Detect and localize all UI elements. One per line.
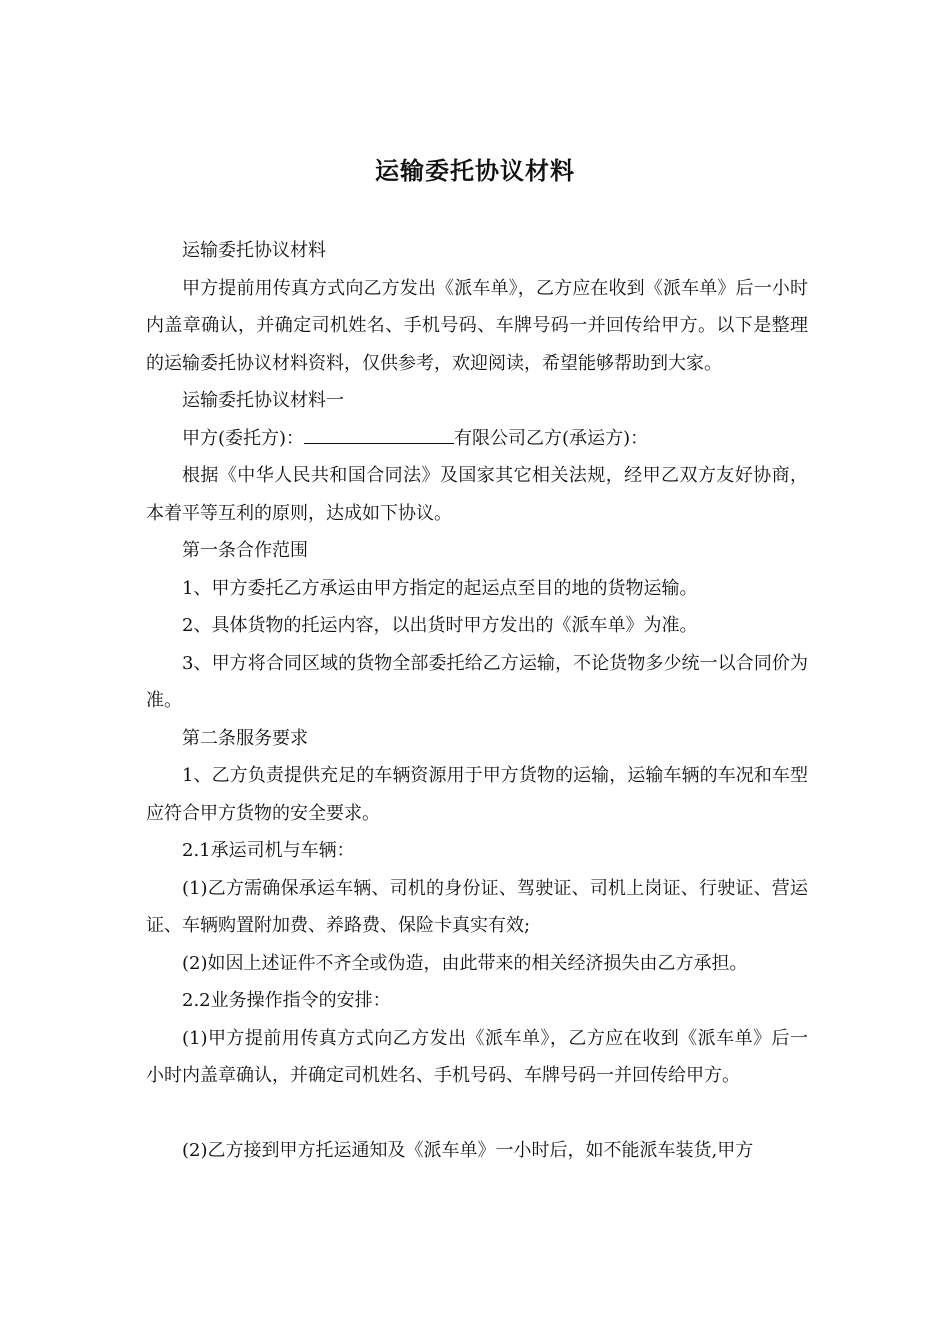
blank-underline [304,427,454,444]
paragraph: 1、甲方委托乙方承运由甲方指定的起运点至目的地的货物运输。 [182,577,698,599]
subsection-heading: 2.2业务操作指令的安排： [182,990,391,1011]
paragraph: 根据《中华人民共和国合同法》及国家其它相关法规，经甲乙双方友好协商，本着平等互利的原则，达成如下协议。 [146,465,808,524]
paragraph: (1)乙方需确保承运车辆、司机的身份证、驾驶证、司机上岗证、行驶证、营运证、车辆购置附加费、养路费、保险卡真实有效; [146,877,808,936]
subsection-heading: 2.1承运司机与车辆： [182,840,355,861]
paragraph: 甲方提前用传真方式向乙方发出《派车单》，乙方应在收到《派车单》后一小时内盖章确认，并确定司机姓名、手机号码、车牌号码一并回传给甲方。以下是整理的运输委托协议材料资料，仅供参考，欢迎阅读，希望能够帮助到大家。 [146,277,808,374]
parties-line [146,420,808,458]
paragraph: 3、甲方将合同区域的货物全部委托给乙方运输，不论货物多少统一以合同价为准。 [146,652,808,711]
party-b-label: 有限公司乙方(承运方)： [454,427,649,449]
paragraph: (2)如因上述证件不齐全或伪造，由此带来的相关经济损失由乙方承担。 [182,952,748,974]
paragraph: (1)甲方提前用传真方式向乙方发出《派车单》，乙方应在收到《派车单》后一小时内盖章确认，并确定司机姓名、手机号码、车牌号码一并回传给甲方。 [146,1027,808,1086]
section-heading: 第一条合作范围 [182,540,308,561]
document-body [146,232,808,1169]
paragraph: (2)乙方接到甲方托运通知及《派车单》一小时后，如不能派车装货,甲方 [182,1139,754,1161]
paragraph: 1、乙方负责提供充足的车辆资源用于甲方货物的运输，运输车辆的车况和车型应符合甲方货物的安全要求。 [146,765,808,824]
party-a-label: 甲方(委托方)： [182,427,305,449]
section-heading: 第二条服务要求 [182,727,308,749]
paragraph: 运输委托协议材料一 [182,390,344,411]
paragraph: 运输委托协议材料 [182,240,326,261]
document-title: 运输委托协议材料 [375,156,575,185]
paragraph: 2、具体货物的托运内容，以出货时甲方发出的《派车单》为准。 [182,615,698,636]
